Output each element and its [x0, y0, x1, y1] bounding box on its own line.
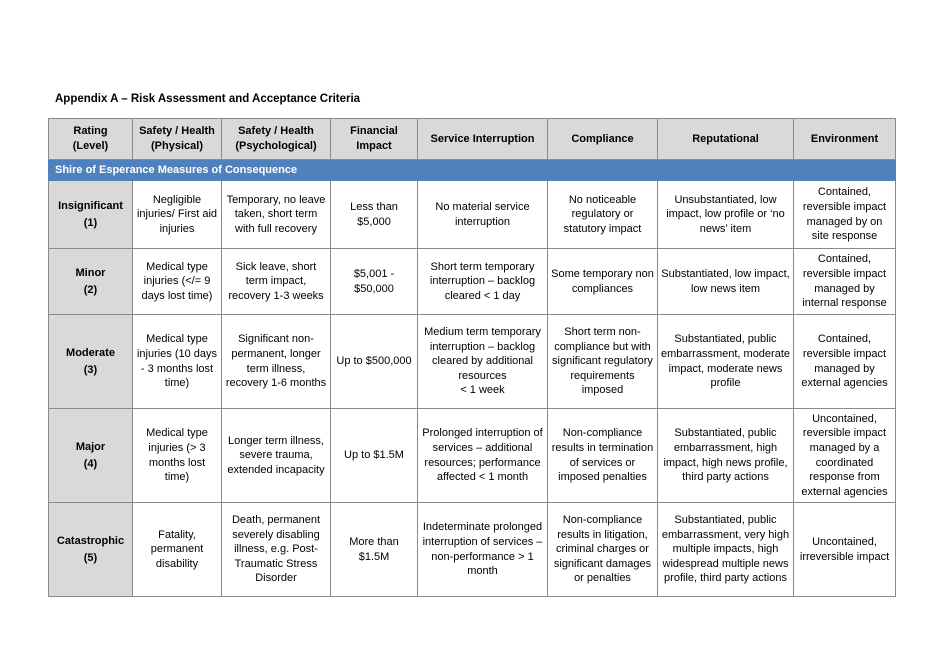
- psychological-cell: Longer term illness, severe trauma, extended incapacity: [222, 409, 331, 503]
- physical-cell: Fatality, permanent disability: [133, 503, 222, 597]
- consequence-table: [48, 118, 896, 597]
- service-cell: Short term temporary interruption – backlog cleared < 1 day: [418, 249, 548, 315]
- rating-cell: Minor (2): [49, 249, 133, 315]
- table-row: [49, 181, 896, 249]
- reputational-cell: Substantiated, public embarrassment, very high multiple impacts, high widespread multiple news profile, third party actions: [658, 503, 794, 597]
- financial-cell: Up to $1.5M: [331, 409, 418, 503]
- financial-cell: Less than $5,000: [331, 181, 418, 249]
- environment-cell: Uncontained, reversible impact managed by a coordinated response from external agencies: [794, 409, 896, 503]
- physical-cell: Medical type injuries (</= 9 days lost time): [133, 249, 222, 315]
- header-safety-psychological: Safety / Health (Psychological): [222, 119, 331, 160]
- environment-cell: Contained, reversible impact managed by external agencies: [794, 315, 896, 409]
- compliance-cell: Short term non-compliance but with significant regulatory requirements imposed: [548, 315, 658, 409]
- reputational-cell: Unsubstantiated, low impact, low profile or ‘no news’ item: [658, 181, 794, 249]
- service-cell: No material service interruption: [418, 181, 548, 249]
- environment-cell: Contained, reversible impact managed by internal response: [794, 249, 896, 315]
- header-environment: Environment: [794, 119, 896, 160]
- psychological-cell: Temporary, no leave taken, short term with full recovery: [222, 181, 331, 249]
- service-cell: Medium term temporary interruption – backlog cleared by additional resources < 1 week: [418, 315, 548, 409]
- reputational-cell: Substantiated, public embarrassment, moderate impact, moderate news profile: [658, 315, 794, 409]
- header-service-interruption: Service Interruption: [418, 119, 548, 160]
- page-heading: Appendix A – Risk Assessment and Acceptance Criteria: [55, 93, 361, 105]
- physical-cell: Negligible injuries/ First aid injuries: [133, 181, 222, 249]
- rating-cell: Major (4): [49, 409, 133, 503]
- header-rating: Rating (Level): [49, 119, 133, 160]
- psychological-cell: Significant non-permanent, longer term illness, recovery 1-6 months: [222, 315, 331, 409]
- rating-cell: Moderate (3): [49, 315, 133, 409]
- psychological-cell: Death, permanent severely disabling illness, e.g. Post-Traumatic Stress Disorder: [222, 503, 331, 597]
- physical-cell: Medical type injuries (> 3 months lost time): [133, 409, 222, 503]
- rating-cell: Insignificant (1): [49, 181, 133, 249]
- psychological-cell: Sick leave, short term impact, recovery 1-3 weeks: [222, 249, 331, 315]
- service-cell: Prolonged interruption of services – additional resources; performance affected < 1 month: [418, 409, 548, 503]
- reputational-cell: Substantiated, public embarrassment, high impact, high news profile, third party actions: [658, 409, 794, 503]
- compliance-cell: No noticeable regulatory or statutory impact: [548, 181, 658, 249]
- reputational-cell: Substantiated, low impact, low news item: [658, 249, 794, 315]
- header-compliance: Compliance: [548, 119, 658, 160]
- financial-cell: Up to $500,000: [331, 315, 418, 409]
- header-financial: Financial Impact: [331, 119, 418, 160]
- financial-cell: $5,001 - $50,000: [331, 249, 418, 315]
- financial-cell: More than $1.5M: [331, 503, 418, 597]
- table-title: Shire of Esperance Measures of Consequence: [49, 160, 896, 181]
- compliance-cell: Non-compliance results in litigation, criminal charges or significant damages or penalties: [548, 503, 658, 597]
- physical-cell: Medical type injuries (10 days - 3 months lost time): [133, 315, 222, 409]
- environment-cell: Contained, reversible impact managed by on site response: [794, 181, 896, 249]
- header-reputational: Reputational: [658, 119, 794, 160]
- compliance-cell: Some temporary non compliances: [548, 249, 658, 315]
- table-row: [49, 249, 896, 315]
- header-row: [49, 119, 896, 160]
- header-safety-physical: Safety / Health (Physical): [133, 119, 222, 160]
- table-row: [49, 503, 896, 597]
- table-row: [49, 315, 896, 409]
- environment-cell: Uncontained, irreversible impact: [794, 503, 896, 597]
- table-row: [49, 409, 896, 503]
- service-cell: Indeterminate prolonged interruption of services – non-performance > 1 month: [418, 503, 548, 597]
- compliance-cell: Non-compliance results in termination of services or imposed penalties: [548, 409, 658, 503]
- rating-cell: Catastrophic (5): [49, 503, 133, 597]
